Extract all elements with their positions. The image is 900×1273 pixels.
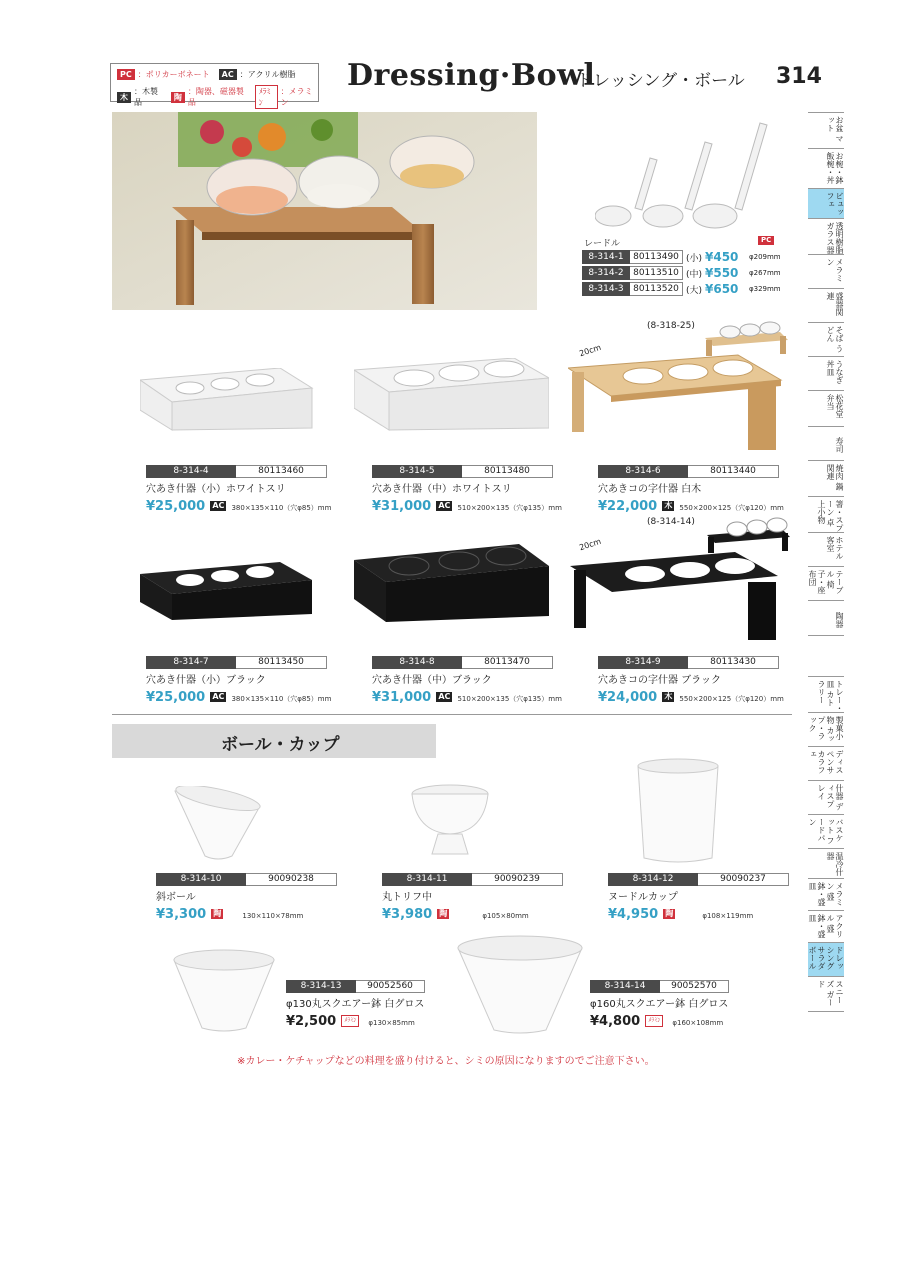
ladle-code: 8-314-2 <box>582 266 630 280</box>
product-info <box>608 873 789 922</box>
ladle-code: 8-314-3 <box>582 282 630 296</box>
product-number: 80113430 <box>688 656 779 669</box>
code-bar <box>146 656 331 669</box>
index-tab[interactable]: 温冷什器 <box>808 848 844 878</box>
material-badge: AC <box>438 691 451 701</box>
product-code: 8-314-4 <box>146 465 236 478</box>
product-dimensions: 550×200×125（穴φ120）mm <box>679 504 784 512</box>
product-name: 穴あきコの字什器 ブラック <box>598 675 721 686</box>
product-number: 90090238 <box>246 873 337 886</box>
product-info <box>146 465 331 514</box>
mela-text: ：メラミン <box>280 87 313 107</box>
product-price: ¥4,800 <box>590 1014 641 1029</box>
material-legend <box>110 63 319 107</box>
material-badge: 陶 <box>665 908 674 918</box>
product-number: 80113450 <box>236 656 327 669</box>
product-info <box>286 980 425 1029</box>
product-image <box>354 544 549 628</box>
product-image <box>172 948 277 1037</box>
product-number: 80113470 <box>462 656 553 669</box>
material-badge: AC <box>438 500 451 510</box>
code-bar <box>372 465 562 478</box>
ladle-price: ¥450 <box>705 250 739 264</box>
product-image <box>140 562 315 626</box>
index-tab[interactable]: 松花堂 弁当 <box>808 390 844 426</box>
ladle-size: (大) <box>685 285 703 296</box>
product-code: 8-314-5 <box>372 465 462 478</box>
ref-label-1: (8-318-25) <box>647 321 695 331</box>
product-code: 8-314-14 <box>590 980 660 993</box>
product-image <box>570 548 780 647</box>
pc-text: ：ポリカーボネート <box>137 70 210 79</box>
ladle-size: (中) <box>685 269 703 280</box>
product-dimensions: 130×110×78mm <box>242 912 304 920</box>
product-dimensions: 550×200×125（穴φ120）mm <box>679 695 784 703</box>
product-name: 穴あき什器（中）ホワイトスリ <box>372 484 512 495</box>
product-name: 穴あき什器（小）ホワイトスリ <box>146 484 286 495</box>
wood-text: ：木製品 <box>134 87 158 107</box>
code-bar <box>382 873 563 886</box>
product-info <box>156 873 337 922</box>
product-price: ¥3,300 <box>156 907 207 922</box>
product-price: ¥25,000 <box>146 690 206 705</box>
code-bar <box>146 465 331 478</box>
product-code: 8-314-9 <box>598 656 688 669</box>
product-price: ¥31,000 <box>372 499 432 514</box>
ref-label-2: (8-314-14) <box>647 517 695 527</box>
code-bar <box>156 873 337 886</box>
ladle-num: 80113520 <box>630 282 683 296</box>
index-tab[interactable]: メラミン 盛鉢・盛皿 <box>808 878 844 910</box>
pc-tag: PC <box>117 69 135 80</box>
product-dimensions: 380×135×110（穴φ85）mm <box>231 695 332 703</box>
code-bar <box>286 980 425 993</box>
product-number: 90090237 <box>698 873 789 886</box>
product-name: 穴あきコの字什器 白木 <box>598 484 702 495</box>
code-bar <box>608 873 789 886</box>
product-info <box>590 980 729 1029</box>
ladle-row <box>582 266 782 280</box>
product-info <box>372 465 562 514</box>
index-tab[interactable]: うなぎ 丼皿 <box>808 356 844 390</box>
index-tab[interactable]: テーブル 椅子・座布団 <box>808 566 844 600</box>
index-tab-active[interactable]: ドレッシング サラダボール <box>808 942 844 976</box>
index-tab[interactable]: ホテル 客室 <box>808 532 844 566</box>
ladle-price: ¥550 <box>705 266 739 280</box>
ladle-label: レードル <box>584 239 621 249</box>
index-tab[interactable]: お椀・鉢 飯椀・丼 <box>808 148 844 188</box>
product-number: 80113460 <box>236 465 327 478</box>
product-number: 90090239 <box>472 873 563 886</box>
ladle-size: (小) <box>685 253 703 264</box>
ac-text: ：アクリル樹脂 <box>239 70 296 79</box>
page-title: Dressing·Bowl <box>347 58 596 93</box>
product-number: 80113480 <box>462 465 553 478</box>
product-image <box>140 368 315 437</box>
product-code: 8-314-11 <box>382 873 472 886</box>
product-number: 80113440 <box>688 465 779 478</box>
product-name: φ130丸スクエアー鉢 白グロス <box>286 999 425 1010</box>
index-tab[interactable]: アクリル 盛鉢・盛皿 <box>808 910 844 942</box>
product-name: 斜ボール <box>156 892 196 903</box>
index-tab[interactable]: 盛器関連 <box>808 288 844 322</box>
wood-tag: 木 <box>117 92 131 103</box>
ladle-dim: φ267mm <box>749 269 781 277</box>
product-code: 8-314-7 <box>146 656 236 669</box>
index-tab[interactable]: スニーズ ガード <box>808 976 844 1012</box>
porc-tag: 陶 <box>171 92 185 103</box>
ladle-code: 8-314-1 <box>582 250 630 264</box>
ladle-num: 80113510 <box>630 266 683 280</box>
material-badge: ﾒﾗﾐﾝ <box>645 1015 663 1027</box>
product-code: 8-314-13 <box>286 980 356 993</box>
product-image <box>456 934 584 1040</box>
product-image <box>408 782 493 866</box>
section-divider <box>112 714 792 715</box>
product-image <box>568 350 783 459</box>
material-badge: ﾒﾗﾐﾝ <box>341 1015 359 1027</box>
product-price: ¥31,000 <box>372 690 432 705</box>
page-subtitle: ドレッシング・ボール <box>576 71 745 91</box>
code-bar <box>598 465 784 478</box>
index-tab[interactable]: そば うどん <box>808 322 844 356</box>
product-number: 90052560 <box>356 980 425 993</box>
product-dimensions: φ108×119mm <box>702 912 754 920</box>
product-dimensions: φ160×108mm <box>672 1019 724 1027</box>
product-price: ¥22,000 <box>598 499 658 514</box>
index-tab[interactable]: 寿司 <box>808 426 844 460</box>
width-label-1: 20cm <box>578 342 603 359</box>
index-tab[interactable]: トレー・皿 カトラリー <box>808 676 844 712</box>
material-badge: 陶 <box>439 908 448 918</box>
product-price: ¥25,000 <box>146 499 206 514</box>
index-tab[interactable]: メラミン <box>808 254 844 288</box>
product-image <box>354 358 549 437</box>
product-info <box>598 656 784 705</box>
product-name: φ160丸スクエアー鉢 白グロス <box>590 999 729 1010</box>
ladle-photo <box>595 118 785 238</box>
product-code: 8-314-10 <box>156 873 246 886</box>
ladle-dim: φ209mm <box>749 253 781 261</box>
product-info <box>146 656 331 705</box>
ladle-dim: φ329mm <box>749 285 781 293</box>
index-tab[interactable]: お盆 マット <box>808 112 844 148</box>
index-tab-active[interactable]: ビュッフェ <box>808 188 844 218</box>
product-price: ¥4,950 <box>608 907 659 922</box>
product-image <box>636 758 721 870</box>
material-badge: 木 <box>664 500 673 510</box>
product-info <box>382 873 563 922</box>
hero-photo <box>112 112 537 310</box>
index-tab[interactable]: 箸・スプーン 卓上小物 <box>808 496 844 532</box>
product-name: 穴あき什器（中）ブラック <box>372 675 492 686</box>
index-tab[interactable]: 透明樹脂 ガラス器 <box>808 218 844 254</box>
mela-tag: ﾒﾗﾐﾝ <box>255 85 278 109</box>
ladle-material: PC <box>758 236 774 245</box>
index-tab[interactable]: 什器 ディスプレイ <box>808 780 844 814</box>
material-badge: AC <box>212 691 225 701</box>
ladle-row <box>582 282 782 296</box>
product-info <box>372 656 562 705</box>
product-number: 90052570 <box>660 980 729 993</box>
section-title: ボール・カップ <box>221 735 340 755</box>
product-price: ¥24,000 <box>598 690 658 705</box>
product-code: 8-314-6 <box>598 465 688 478</box>
ladle-num: 80113490 <box>630 250 683 264</box>
material-badge: AC <box>212 500 225 510</box>
product-image <box>170 786 265 865</box>
index-tab[interactable]: バスケット フードパン <box>808 814 844 848</box>
index-tab[interactable]: 焼肉 鍋関連 <box>808 460 844 496</box>
care-note: ※カレー・ケチャップなどの料理を盛り付けると、シミの原因になりますのでご注意下さい。 <box>237 1056 655 1067</box>
code-bar <box>372 656 562 669</box>
product-dimensions: 380×135×110（穴φ85）mm <box>231 504 332 512</box>
product-code: 8-314-8 <box>372 656 462 669</box>
ac-tag: AC <box>219 69 237 80</box>
product-info <box>598 465 784 514</box>
product-name: 丸トリフ中 <box>382 892 432 903</box>
ladle-price: ¥650 <box>705 282 739 296</box>
index-tab[interactable]: 製菓小物 カップ・ラック <box>808 712 844 746</box>
product-dimensions: φ105×80mm <box>482 912 529 920</box>
material-badge: 木 <box>664 691 673 701</box>
product-name: ヌードルカップ <box>608 892 678 903</box>
product-dimensions: 510×200×135（穴φ135）mm <box>457 695 562 703</box>
product-code: 8-314-12 <box>608 873 698 886</box>
width-label-2: 20cm <box>578 536 603 553</box>
product-price: ¥3,980 <box>382 907 433 922</box>
product-name: 穴あき什器（小）ブラック <box>146 675 266 686</box>
code-bar <box>590 980 729 993</box>
code-bar <box>598 656 784 669</box>
product-price: ¥2,500 <box>286 1014 337 1029</box>
product-dimensions: φ130×85mm <box>368 1019 415 1027</box>
ladle-row <box>582 250 782 264</box>
index-tab[interactable]: ディスペンサ カラフェ <box>808 746 844 780</box>
product-dimensions: 510×200×135（穴φ135）mm <box>457 504 562 512</box>
material-badge: 陶 <box>213 908 222 918</box>
page-number: 314 <box>776 64 822 89</box>
index-tab[interactable]: 陶器 <box>808 600 844 636</box>
porc-text: ：陶器、磁器製品 <box>187 87 244 107</box>
